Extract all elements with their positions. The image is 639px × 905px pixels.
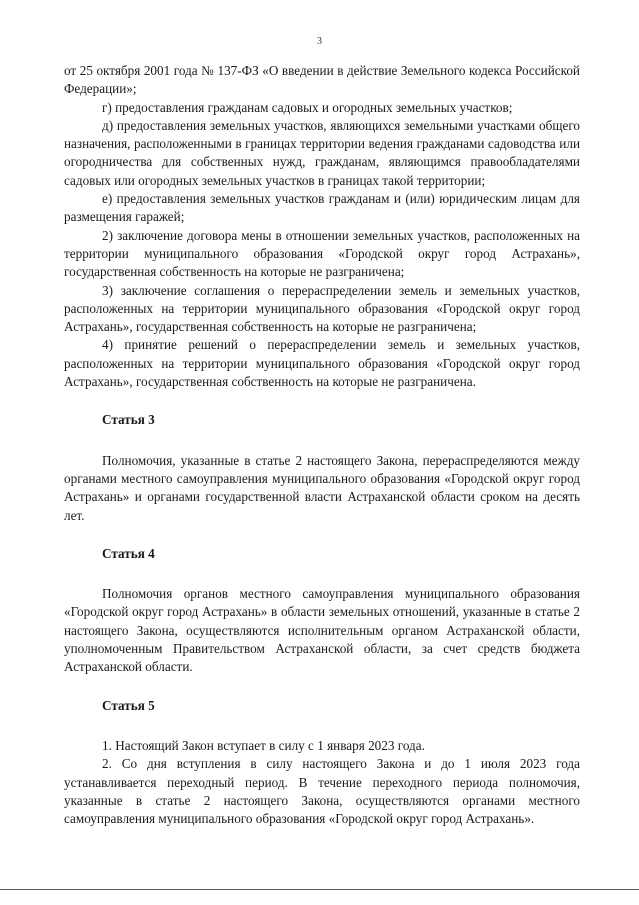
article-5-paragraph-1: 1. Настоящий Закон вступает в силу с 1 января 2023 года. bbox=[102, 737, 425, 753]
paragraph-item-4: 4) принятие решений о перераспределении земель и земельных участков, расположенных на территории муниципального образования «Городской округ город Астрахань», государственная собственность на которые не разграничена. bbox=[64, 337, 580, 390]
document-body bbox=[64, 62, 580, 828]
article-5-paragraph-2: 2. Со дня вступления в силу настоящего Закона и до 1 июля 2023 года устанавливается переходный период. В течение переходного периода полномочия, указанные в статье 2 настоящего Закона, осуществляются органами местного самоуправления муниципального образования «Городской округ город Астрахань». bbox=[64, 756, 580, 827]
article-5-title: Статья 5 bbox=[102, 697, 155, 713]
page-number: 3 bbox=[317, 36, 322, 47]
paragraph-item-3: 3) заключение соглашения о перераспределении земель и земельных участков, расположенных на территории муниципального образования «Городской округ город Астрахань», государственная собственность на которые не разграничена; bbox=[64, 282, 580, 335]
paragraph-continuation: от 25 октября 2001 года № 137-ФЗ «О введении в действие Земельного кодекса Российской Федерации»; bbox=[64, 63, 580, 97]
page-bottom-rule bbox=[0, 889, 639, 890]
article-3-title: Статья 3 bbox=[102, 412, 155, 428]
paragraph-item-e: е) предоставления земельных участков гражданам и (или) юридическим лицам для размещения гаражей; bbox=[64, 191, 580, 225]
article-4-paragraph: Полномочия органов местного самоуправления муниципального образования «Городской округ город Астрахань» в области земельных отношений, указанные в статье 2 настоящего Закона, осуществляются исполнительным органом Астраханской области, уполномоченным Правительством Астраханской области, за счет средств бюджета Астраханской области. bbox=[64, 586, 580, 675]
article-3-paragraph: Полномочия, указанные в статье 2 настоящего Закона, перераспределяются между органами местного самоуправления муниципального образования «Городской округ город Астрахань» и органами государственной власти Астраханской области сроком на десять лет. bbox=[64, 452, 580, 523]
article-4-title: Статья 4 bbox=[102, 545, 155, 561]
paragraph-item-2: 2) заключение договора мены в отношении земельных участков, расположенных на территории муниципального образования «Городской округ город Астрахань», государственная собственность на которые не разграничена; bbox=[64, 227, 580, 280]
paragraph-item-g: г) предоставления гражданам садовых и огородных земельных участков; bbox=[102, 99, 513, 115]
paragraph-item-d: д) предоставления земельных участков, являющихся земельными участками общего назначения, расположенными в границах территории ведения гражданами садоводства или огородничества для собственных нужд, гражданам, являющимся правообладателями садовых или огородных земельных участков в границах такой территории; bbox=[64, 117, 580, 188]
